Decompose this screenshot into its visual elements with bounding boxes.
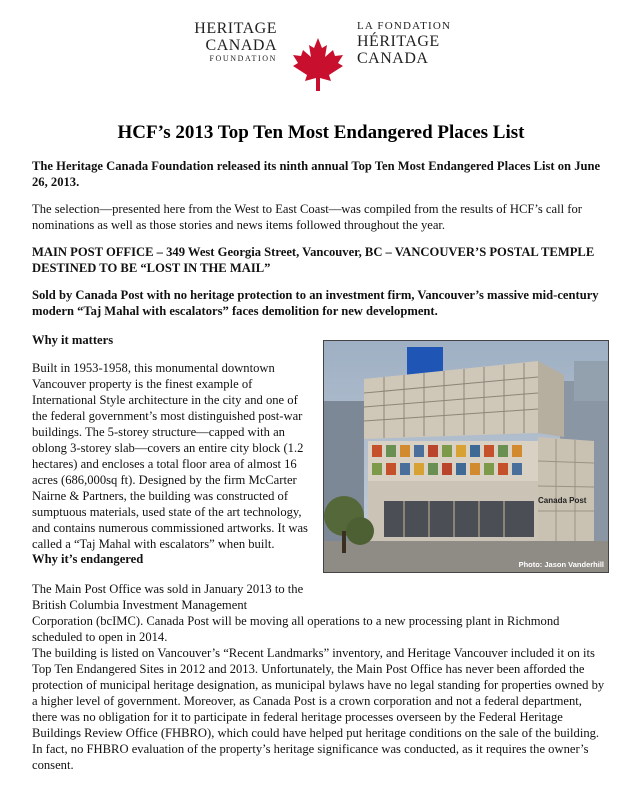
page-title: HCF’s 2013 Top Ten Most Endangered Places List bbox=[117, 122, 525, 143]
building-illustration bbox=[324, 341, 608, 572]
maple-leaf-icon bbox=[291, 35, 345, 93]
intro-paragraph: The selection—presented here from the West to East Coast—was compiled from the results of HCF’s call for nominations as well as those stories and news items followed throughout the year. bbox=[32, 202, 582, 232]
why-matters-body: Built in 1953-1958, this monumental downtown Vancouver property is the finest example of International Style architecture in the city and one of the federal government’s most distinguished post-war buildings. The 5-storey structure—capped with an oblong 3-storey slab—covers an entire city block (1.2 hectares) and encloses a total floor area of almost 16 acres (686,000sq ft). Designed by the firm McCarter Nairne & Partners, the building was constructed of sumptuous materials, used state of the art technology, and contains numerous commissioned artworks. It was called a “Taj Mahal with escalators” when built. bbox=[32, 361, 308, 551]
logo-en-line1: HERITAGE bbox=[194, 20, 277, 37]
intro-bold: The Heritage Canada Foundation released its ninth annual Top Ten Most Endangered Places List on June 26, 2013. bbox=[32, 159, 601, 189]
logo-en-line2: CANADA bbox=[205, 37, 277, 54]
why-endangered-heading: Why it’s endangered bbox=[32, 552, 144, 566]
logo-english bbox=[194, 20, 277, 64]
place-summary: Sold by Canada Post with no heritage protection to an investment firm, Vancouver’s massive mid-century modern “Taj Mahal with escalators” faces demolition for new development. bbox=[32, 288, 599, 318]
why-endangered-p1-col: The Main Post Office was sold in January 2013 to the British Columbia Investment Management bbox=[32, 582, 304, 612]
logo-en-line3: FOUNDATION bbox=[209, 54, 277, 63]
logo-french bbox=[357, 20, 451, 67]
place-heading: MAIN POST OFFICE – 349 West Georgia Street, Vancouver, BC – VANCOUVER’S POSTAL TEMPLE DESTINED TO BE “LOST IN THE MAIL” bbox=[32, 245, 595, 275]
photo-credit: Photo: Jason Vanderhill bbox=[518, 560, 604, 569]
photo-sign-text: Canada Post bbox=[538, 496, 587, 505]
logo-fr-line2: HÉRITAGE bbox=[357, 33, 440, 50]
why-endangered-p1-full: Corporation (bcIMC). Canada Post will be moving all operations to a new processing plant in Richmond scheduled to open in 2014. bbox=[32, 614, 560, 644]
why-matters-heading: Why it matters bbox=[32, 333, 114, 347]
why-endangered-p2: The building is listed on Vancouver’s “Recent Landmarks” inventory, and Heritage Vancouver included it on its Top Ten Endangered Sites in 2012 and 2013. Unfortunately, the Main Post Office has never been afforded the protection of municipal heritage designation, as municipal bylaws have no legal standing for properties owned by a higher level of government. Moreover, as Canada Post is a crown corporation and not a federal department, there was no obligation for it to participate in federal heritage processes overseen by the Federal Heritage Buildings Review Office (FHBRO), which could have helped put heritage conditions on the sale of the building. In fact, no FHBRO evaluation of the property’s heritage significance was conducted, as it requires the owner’s consent. bbox=[32, 646, 605, 772]
logo-fr-line3: CANADA bbox=[357, 50, 429, 67]
logo-fr-line1: LA FONDATION bbox=[357, 20, 452, 32]
main-post-office-photo bbox=[323, 340, 609, 573]
